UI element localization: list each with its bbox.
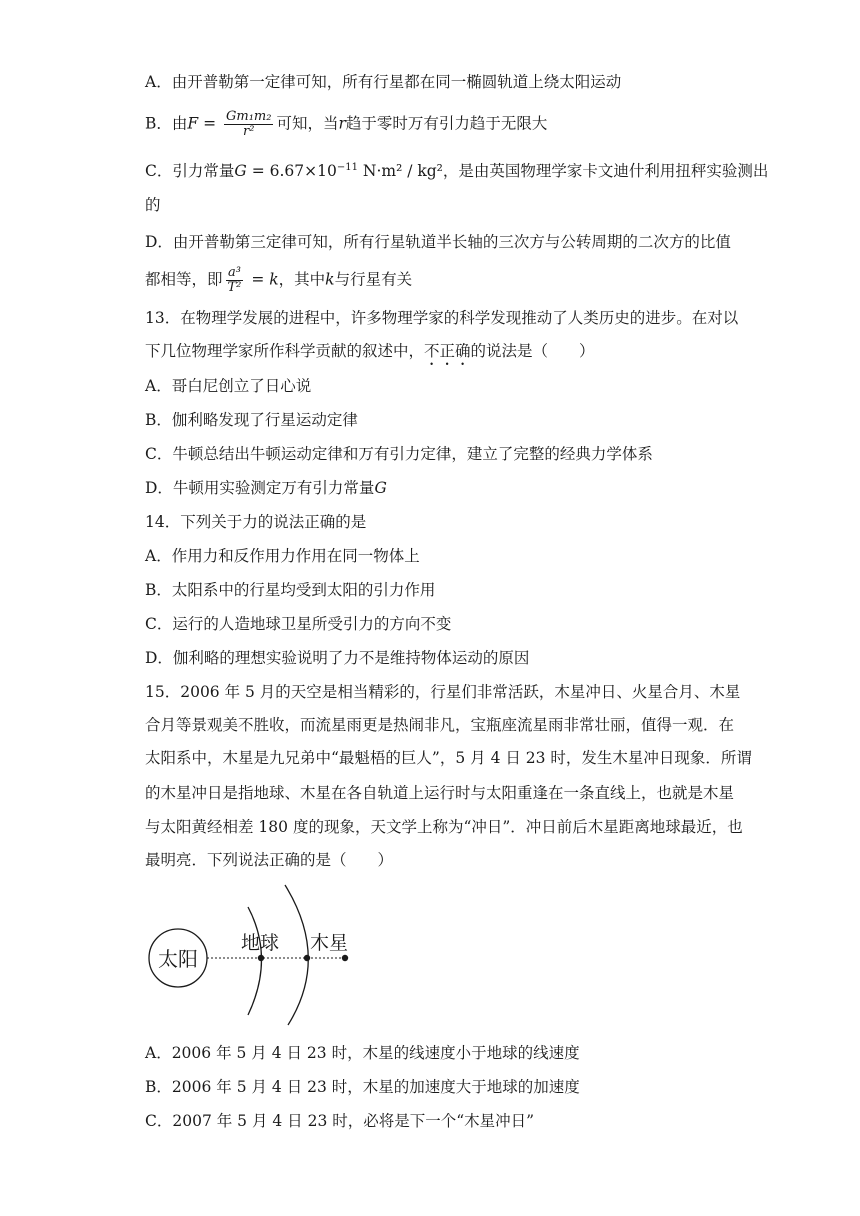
q15-option-a: A．2006 年 5 月 4 日 23 时，木星的线速度小于地球的线速度: [145, 1044, 580, 1062]
q13-option-c: C．牛顿总结出牛顿运动定律和万有引力定律，建立了完整的经典力学体系: [145, 445, 653, 463]
q13-stem-line1: 13．在物理学发展的进程中，许多物理学家的科学发现推动了人类历史的进步。在对以: [145, 309, 739, 327]
q13-stem-prefix: 下几位物理学家所作科学贡献的叙述中，: [145, 342, 425, 360]
q12-option-b-tail: 趋于零时万有引力趋于无限大: [345, 114, 548, 133]
q13-option-a: A．哥白尼创立了日心说: [145, 377, 312, 395]
q12-option-b-equals: =: [198, 114, 221, 133]
q12-option-c-exponent: −11: [336, 162, 358, 173]
q12-option-d-k2: k: [325, 270, 335, 289]
q14-stem: 14．下列关于力的说法正确的是: [145, 513, 367, 531]
q12-option-b: [145, 110, 547, 139]
q12-option-c-value: = 6.67×10: [246, 162, 337, 181]
q12-kepler-numerator: a³: [227, 265, 241, 280]
q14-option-a: A．作用力和反作用力作用在同一物体上: [145, 547, 420, 565]
q12-option-c-unit: N·m² / kg²: [357, 162, 443, 181]
q12-option-d-middle: ，其中: [278, 270, 326, 289]
q13-stem-line2: [145, 341, 595, 369]
q15-stem-line2: 合月等景观美不胜收，而流星雨更是热闹非凡，宝瓶座流星雨非常壮丽，值得一观．在: [145, 716, 735, 734]
jupiter-point: [342, 955, 348, 961]
q15-option-b: B．2006 年 5 月 4 日 23 时，木星的加速度大于地球的加速度: [145, 1078, 580, 1096]
q12-option-b-r: r: [338, 114, 346, 133]
q12-option-d-k: k: [269, 270, 279, 289]
q13-option-b: B．伽利略发现了行星运动定律: [145, 411, 358, 429]
sun-label: 太阳: [158, 947, 198, 971]
q13-stem-suffix: 的说法是（ ）: [470, 342, 595, 360]
q12-option-c-text: ，是由英国物理学家卡文迪什利用扭秤实验测出: [442, 162, 769, 181]
q15-stem-line4: 的木星冲日是指地球、木星在各自轨道上运行时与太阳重逢在一条直线上，也就是木星: [145, 784, 735, 802]
q14-option-b: B．太阳系中的行星均受到太阳的引力作用: [145, 581, 436, 599]
q12-option-b-middle: 可知，当: [276, 114, 339, 133]
q12-fraction-denominator: r²: [243, 124, 255, 139]
q13-option-d: [145, 478, 387, 498]
q12-option-b-prefix: B．由: [145, 114, 188, 133]
q12-option-d-line1: D．由开普勒第三定律可知，所有行星轨道半长轴的三次方与公转周期的二次方的比值: [145, 233, 731, 251]
jupiter-orbit: [285, 885, 308, 1025]
q12-kepler-denominator: T²: [227, 280, 242, 295]
q15-stem-line1: 15．2006 年 5 月的天空是相当精彩的，行星们非常活跃，木星冲日、火星合月、木星: [145, 683, 741, 701]
q12-kepler-fraction: [226, 266, 244, 295]
q12-fraction-numerator: Gm₁m₂: [226, 109, 272, 124]
earth-label: 地球: [241, 932, 280, 954]
jupiter-label: 木星: [310, 932, 349, 954]
q12-option-a: A．由开普勒第一定律可知，所有行星都在同一椭圆轨道上绕太阳运动: [145, 73, 622, 91]
q13-option-d-text: D．牛顿用实验测定万有引力常量: [145, 479, 375, 497]
earth-point: [258, 955, 264, 961]
q13-emphasis-incorrect: 不正确: [424, 342, 471, 360]
q12-option-b-force: F: [187, 114, 199, 133]
q15-stem-line3: 太阳系中，木星是九兄弟中“最魁梧的巨人”，5 月 4 日 23 时，发生木星冲日现象．所谓: [145, 749, 752, 767]
q12-option-c: [145, 158, 768, 181]
q15-stem-line5: 与太阳黄经相差 180 度的现象，天文学上称为“冲日”．冲日前后木星距离地球最近，也: [145, 818, 743, 836]
q12-option-c-prefix: C．引力常量: [145, 162, 235, 181]
earth-orbit: [248, 907, 262, 1015]
q12-gravitation-fraction: [224, 110, 273, 139]
q14-option-c: C．运行的人造地球卫星所受引力的方向不变: [145, 615, 452, 633]
q13-option-d-g: G: [374, 479, 387, 497]
q12-option-c-line2: 的: [145, 196, 161, 214]
q12-option-d-tail: 与行星有关: [334, 270, 413, 289]
q12-option-d-prefix: 都相等，即: [145, 270, 223, 289]
q12-option-d-equals: =: [246, 270, 270, 289]
q15-option-c: C．2007 年 5 月 4 日 23 时，必将是下一个“木星冲日”: [145, 1112, 535, 1130]
q12-option-c-g: G: [234, 162, 247, 181]
q15-stem-line6: 最明亮．下列说法正确的是（ ）: [145, 851, 394, 869]
opposition-diagram: [145, 875, 375, 1035]
q14-option-d: D．伽利略的理想实验说明了力不是维持物体运动的原因: [145, 649, 530, 667]
jupiter-point-on-orbit: [304, 955, 310, 961]
q12-option-d-line2: [145, 266, 412, 295]
